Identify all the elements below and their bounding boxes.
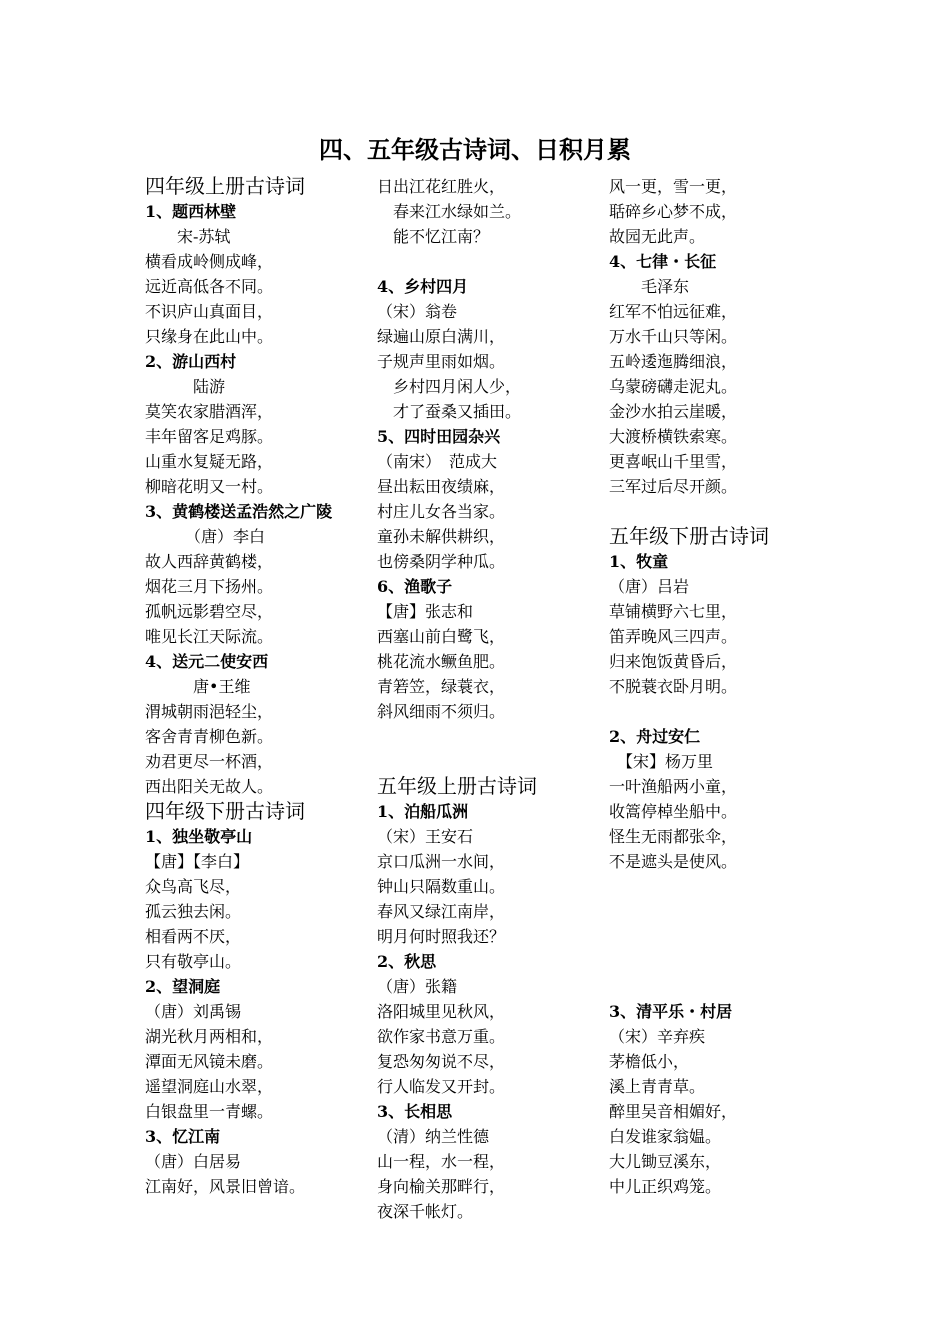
poem-line: 故园无此声。	[609, 227, 706, 246]
poem-line: 春风又绿江南岸，	[377, 902, 506, 921]
poem-line: 故人西辞黄鹤楼，	[145, 552, 274, 571]
poem-author: 【唐】张志和	[377, 602, 474, 621]
poem-line: 相看两不厌，	[145, 927, 242, 946]
poem-line: 溪上青青草。	[609, 1077, 706, 1096]
poem-line: 醉里吴音相媚好，	[609, 1102, 738, 1121]
poem-author: （唐）吕岩	[609, 577, 690, 596]
poem-line: 怪生无雨都张伞，	[609, 827, 738, 846]
poem-title: 6、渔歌子	[377, 577, 453, 596]
poem-line: 白银盘里一青螺。	[145, 1102, 274, 1121]
poem-line: 收篙停棹坐船中。	[609, 802, 738, 821]
poem-line: 大儿锄豆溪东，	[609, 1152, 722, 1171]
poem-title: 3、忆江南	[145, 1127, 221, 1146]
poem-line: 能不忆江南？	[377, 227, 490, 246]
poem-title: 2、游山西村	[145, 352, 237, 371]
poem-line: 西出阳关无故人。	[145, 777, 274, 796]
poem-author: 陆游	[145, 377, 226, 396]
poem-line: 潭面无风镜未磨。	[145, 1052, 274, 1071]
poem-line: 童孙未解供耕织，	[377, 527, 506, 546]
poem-line: 烟花三月下扬州。	[145, 577, 274, 596]
poem-line: 三军过后尽开颜。	[609, 477, 738, 496]
poem-author: 毛泽东	[609, 277, 690, 296]
poem-line: 村庄儿女各当家。	[377, 502, 506, 521]
poem-line: 大渡桥横铁索寒。	[609, 427, 738, 446]
column-2	[377, 174, 597, 1224]
poem-title: 2、秋思	[377, 952, 437, 971]
poem-title: 5、四时田园杂兴	[377, 427, 501, 446]
poem-line: 欲作家书意万重。	[377, 1027, 506, 1046]
poem-line: 春来江水绿如兰。	[377, 202, 522, 221]
spacer	[377, 249, 597, 274]
poem-title: 2、舟过安仁	[609, 727, 701, 746]
poem-line: 钟山只隔数重山。	[377, 877, 506, 896]
poem-line: 孤云独去闲。	[145, 902, 242, 921]
poem-line: 唯见长江天际流。	[145, 627, 274, 646]
section-heading: 四年级上册古诗词	[145, 174, 305, 198]
poem-line: 只有敬亭山。	[145, 952, 242, 971]
poem-line: 白发谁家翁媪。	[609, 1127, 722, 1146]
poem-line: 只缘身在此山中。	[145, 327, 274, 346]
column-1	[145, 174, 350, 1199]
poem-author: （清）纳兰性德	[377, 1127, 490, 1146]
poem-line: 红军不怕远征难，	[609, 302, 738, 321]
poem-line: 中儿正织鸡笼。	[609, 1177, 722, 1196]
poem-line: 柳暗花明又一村。	[145, 477, 274, 496]
poem-line: 聒碎乡心梦不成，	[609, 202, 738, 221]
poem-line: 万水千山只等闲。	[609, 327, 738, 346]
poem-line: 复恐匆匆说不尽，	[377, 1052, 506, 1071]
poem-line: 横看成岭侧成峰，	[145, 252, 274, 271]
poem-title: 3、清平乐・村居	[609, 1002, 733, 1021]
poem-line: 莫笑农家腊酒浑，	[145, 402, 274, 421]
poem-line: 五岭逶迤腾细浪，	[609, 352, 738, 371]
section-heading: 五年级上册古诗词	[377, 774, 537, 798]
poem-line: 劝君更尽一杯酒，	[145, 752, 274, 771]
poem-line: 身向榆关那畔行，	[377, 1177, 506, 1196]
poem-line: 归来饱饭黄昏后，	[609, 652, 738, 671]
poem-line: 乌蒙磅礴走泥丸。	[609, 377, 738, 396]
poem-title: 3、长相思	[377, 1102, 453, 1121]
poem-author: （唐）刘禹锡	[145, 1002, 242, 1021]
poem-author: 【唐】【李白】	[145, 852, 250, 871]
poem-line: 不是遮头是使风。	[609, 852, 738, 871]
poem-line: 孤帆远影碧空尽，	[145, 602, 274, 621]
poem-author: （宋）辛弃疾	[609, 1027, 706, 1046]
poem-author: （唐）张籍	[377, 977, 458, 996]
poem-author: （唐）李白	[145, 527, 266, 546]
poem-line: 京口瓜洲一水间，	[377, 852, 506, 871]
poem-line: 江南好，风景旧曾谙。	[145, 1177, 306, 1196]
poem-line: 洛阳城里见秋风，	[377, 1002, 506, 1021]
poem-line: 行人临发又开封。	[377, 1077, 506, 1096]
poem-line: 风一更，雪一更，	[609, 177, 738, 196]
poem-line: 山重水复疑无路，	[145, 452, 274, 471]
poem-line: 客舍青青柳色新。	[145, 727, 274, 746]
poem-author: （唐）白居易	[145, 1152, 242, 1171]
poem-title: 1、牧童	[609, 552, 669, 571]
poem-line: 昼出耘田夜绩麻，	[377, 477, 506, 496]
poem-line: 桃花流水鳜鱼肥。	[377, 652, 506, 671]
poem-line: 青箬笠，绿蓑衣，	[377, 677, 506, 696]
column-3	[609, 174, 809, 1199]
poem-line: 众鸟高飞尽，	[145, 877, 242, 896]
poem-line: 斜风细雨不须归。	[377, 702, 506, 721]
section-heading: 四年级下册古诗词	[145, 799, 305, 823]
poem-line: 夜深千帐灯。	[377, 1202, 474, 1221]
poem-line: 日出江花红胜火，	[377, 177, 506, 196]
poem-title: 1、泊船瓜洲	[377, 802, 469, 821]
poem-line: 一叶渔船两小童，	[609, 777, 738, 796]
poem-line: 不脱蓑衣卧月明。	[609, 677, 738, 696]
poem-line: 渭城朝雨浥轻尘，	[145, 702, 274, 721]
poem-line: 才了蚕桑又插田。	[377, 402, 522, 421]
poem-line: 西塞山前白鹭飞，	[377, 627, 506, 646]
poem-line: 明月何时照我还？	[377, 927, 506, 946]
poem-line: 山一程，水一程，	[377, 1152, 506, 1171]
poem-title: 4、送元二使安西	[145, 652, 269, 671]
poem-line: 丰年留客足鸡豚。	[145, 427, 274, 446]
spacer	[609, 499, 809, 524]
poem-line: 子规声里雨如烟。	[377, 352, 506, 371]
poem-title: 4、乡村四月	[377, 277, 469, 296]
poem-line: 绿遍山原白满川，	[377, 327, 506, 346]
poem-line: 草铺横野六七里，	[609, 602, 738, 621]
spacer	[377, 724, 597, 774]
poem-author: （宋）翁卷	[377, 302, 458, 321]
poem-author: （宋）王安石	[377, 827, 474, 846]
poem-line: 茅檐低小，	[609, 1052, 690, 1071]
poem-line: 也傍桑阴学种瓜。	[377, 552, 506, 571]
poem-author: （南宋） 范成大	[377, 452, 498, 471]
page-title: 四、五年级古诗词、日积月累	[319, 135, 631, 164]
poem-author: 宋-苏轼	[145, 227, 231, 246]
poem-line: 远近高低各不同。	[145, 277, 274, 296]
poem-line: 湖光秋月两相和，	[145, 1027, 274, 1046]
section-heading: 五年级下册古诗词	[609, 524, 769, 548]
poem-author: 【宋】杨万里	[609, 752, 714, 771]
poem-line: 遥望洞庭山水翠，	[145, 1077, 274, 1096]
poem-line: 不识庐山真面目，	[145, 302, 274, 321]
spacer	[609, 874, 809, 999]
poem-title: 1、独坐敬亭山	[145, 827, 253, 846]
poem-line: 乡村四月闲人少，	[377, 377, 522, 396]
spacer	[609, 699, 809, 724]
poem-title: 2、望洞庭	[145, 977, 221, 996]
poem-line: 金沙水拍云崖暖，	[609, 402, 738, 421]
poem-title: 1、题西林壁	[145, 202, 237, 221]
poem-line: 更喜岷山千里雪，	[609, 452, 738, 471]
poem-author: 唐•王维	[145, 677, 251, 696]
poem-title: 3、黄鹤楼送孟浩然之广陵	[145, 502, 333, 521]
poem-line: 笛弄晚风三四声。	[609, 627, 738, 646]
poem-title: 4、七律・长征	[609, 252, 717, 271]
